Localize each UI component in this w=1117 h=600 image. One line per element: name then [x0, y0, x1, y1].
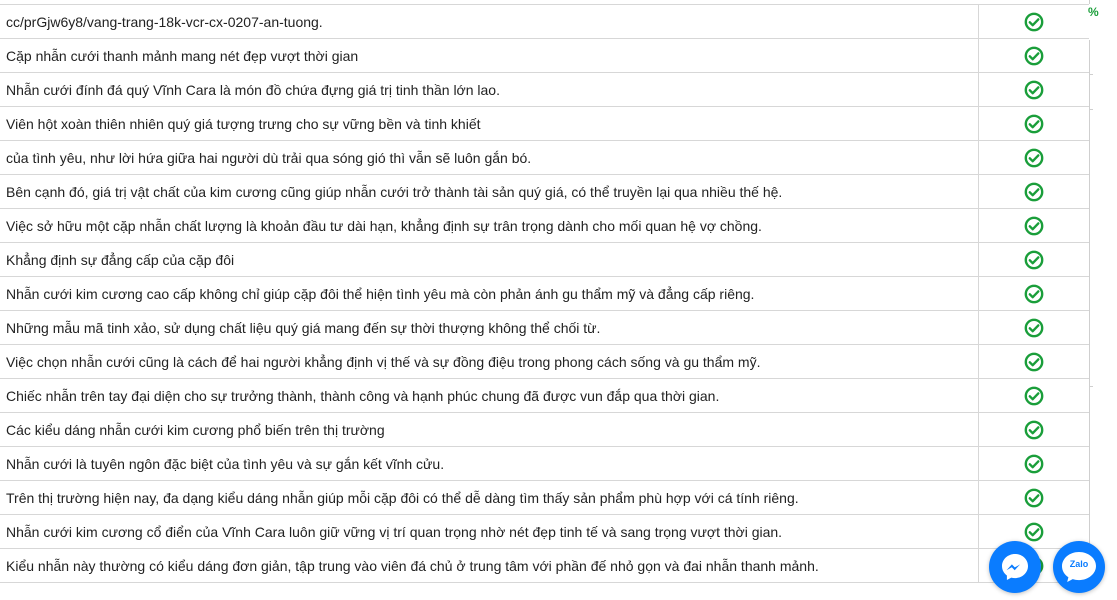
- row-text: Nhẫn cưới đính đá quý Vĩnh Cara là món đồ chứa đựng giá trị tinh thần lớn lao.: [0, 73, 978, 107]
- row-check-cell: [978, 311, 1089, 345]
- table-row: [0, 5, 1089, 39]
- row-text: Khẳng định sự đẳng cấp của cặp đôi: [0, 243, 978, 277]
- row-text: Các kiểu dáng nhẫn cưới kim cương phổ biến trên thị trường: [0, 413, 978, 447]
- table-row: [0, 413, 1089, 447]
- table-row: [0, 243, 1089, 277]
- table-row: [0, 549, 1089, 583]
- row-check-cell: [978, 243, 1089, 277]
- table-row: [0, 39, 1089, 73]
- table-row: [0, 447, 1089, 481]
- side-divider-top: [1089, 0, 1090, 4]
- table-row: [0, 311, 1089, 345]
- check-circle-icon: [1024, 318, 1044, 338]
- row-check-cell: [978, 277, 1089, 311]
- check-circle-icon: [1024, 182, 1044, 202]
- row-check-cell: [978, 39, 1089, 73]
- row-check-cell: [978, 345, 1089, 379]
- row-text: Trên thị trường hiện nay, đa dạng kiểu dáng nhẫn giúp mỗi cặp đôi có thể dễ dàng tìm thấy sản phẩm phù hợp với cá tính riêng.: [0, 481, 978, 515]
- table-row: [0, 209, 1089, 243]
- check-circle-icon: [1024, 386, 1044, 406]
- row-text: Viên hột xoàn thiên nhiên quý giá tượng trưng cho sự vững bền và tinh khiết: [0, 107, 978, 141]
- check-circle-icon: [1024, 148, 1044, 168]
- check-circle-icon: [1024, 488, 1044, 508]
- row-check-cell: [978, 379, 1089, 413]
- row-text: của tình yêu, như lời hứa giữa hai người dù trải qua sóng gió thì vẫn sẽ luôn gắn bó.: [0, 141, 978, 175]
- row-check-cell: [978, 175, 1089, 209]
- check-circle-icon: [1024, 352, 1044, 372]
- row-check-cell: [978, 413, 1089, 447]
- row-text: Kiểu nhẫn này thường có kiểu dáng đơn giản, tập trung vào viên đá chủ ở trung tâm với phần đế nhỏ gọn và đai nhẫn thanh mảnh.: [0, 549, 978, 583]
- checklist-rows: [0, 5, 1089, 583]
- row-check-cell: [978, 107, 1089, 141]
- table-row: [0, 379, 1089, 413]
- check-circle-icon: [1024, 12, 1044, 32]
- row-text: Nhẫn cưới là tuyên ngôn đặc biệt của tình yêu và sự gắn kết vĩnh cửu.: [0, 447, 978, 481]
- check-circle-icon: [1024, 46, 1044, 66]
- row-text: Bên cạnh đó, giá trị vật chất của kim cương cũng giúp nhẫn cưới trở thành tài sản quý giá, có thể truyền lại qua nhiều thế hệ.: [0, 175, 978, 209]
- check-circle-icon: [1024, 454, 1044, 474]
- messenger-chat-button[interactable]: [989, 541, 1041, 593]
- row-text: Chiếc nhẫn trên tay đại diện cho sự trưởng thành, thành công và hạnh phúc chung đã được vun đắp qua thời gian.: [0, 379, 978, 413]
- table-row: [0, 515, 1089, 549]
- table-row: [0, 73, 1089, 107]
- row-text: Nhẫn cưới kim cương cổ điển của Vĩnh Cara luôn giữ vững vị trí quan trọng nhờ nét đẹp tinh tế và sang trọng vượt thời gian.: [0, 515, 978, 549]
- check-circle-icon: [1024, 80, 1044, 100]
- zalo-chat-button[interactable]: [1053, 541, 1105, 593]
- row-check-cell: [978, 73, 1089, 107]
- check-circle-icon: [1024, 420, 1044, 440]
- zalo-label: Zalo: [1069, 559, 1089, 569]
- row-text: Những mẫu mã tinh xảo, sử dụng chất liệu quý giá mang đến sự thời thượng không thể chối từ.: [0, 311, 978, 345]
- row-check-cell: [978, 141, 1089, 175]
- row-text: Việc chọn nhẫn cưới cũng là cách để hai người khẳng định vị thế và sự đồng điệu trong phong cách sống và gu thẩm mỹ.: [0, 345, 978, 379]
- side-divider-tick: [1089, 386, 1093, 387]
- row-text: Việc sở hữu một cặp nhẫn chất lượng là khoản đầu tư dài hạn, khẳng định sự trân trọng dành cho mối quan hệ vợ chồng.: [0, 209, 978, 243]
- table-row: [0, 345, 1089, 379]
- row-check-cell: [978, 481, 1089, 515]
- side-divider: [1089, 40, 1090, 560]
- row-check-cell: [978, 447, 1089, 481]
- check-circle-icon: [1024, 284, 1044, 304]
- checklist-table: [0, 4, 1089, 583]
- side-percent-mark: %: [1088, 5, 1099, 19]
- check-circle-icon: [1024, 114, 1044, 134]
- side-divider-tick: [1089, 109, 1093, 110]
- check-circle-icon: [1024, 522, 1044, 542]
- row-text: cc/prGjw6y8/vang-trang-18k-vcr-cx-0207-an-tuong.: [0, 5, 978, 39]
- check-circle-icon: [1024, 216, 1044, 236]
- messenger-icon: [999, 551, 1031, 583]
- row-check-cell: [978, 209, 1089, 243]
- table-row: [0, 107, 1089, 141]
- row-check-cell: [978, 5, 1089, 39]
- row-text: Nhẫn cưới kim cương cao cấp không chỉ giúp cặp đôi thể hiện tình yêu mà còn phản ánh gu thẩm mỹ và đẳng cấp riêng.: [0, 277, 978, 311]
- table-row: [0, 141, 1089, 175]
- table-row: [0, 481, 1089, 515]
- row-text: Cặp nhẫn cưới thanh mảnh mang nét đẹp vượt thời gian: [0, 39, 978, 73]
- side-divider-tick: [1089, 74, 1093, 75]
- table-row: [0, 277, 1089, 311]
- check-circle-icon: [1024, 250, 1044, 270]
- table-row: [0, 175, 1089, 209]
